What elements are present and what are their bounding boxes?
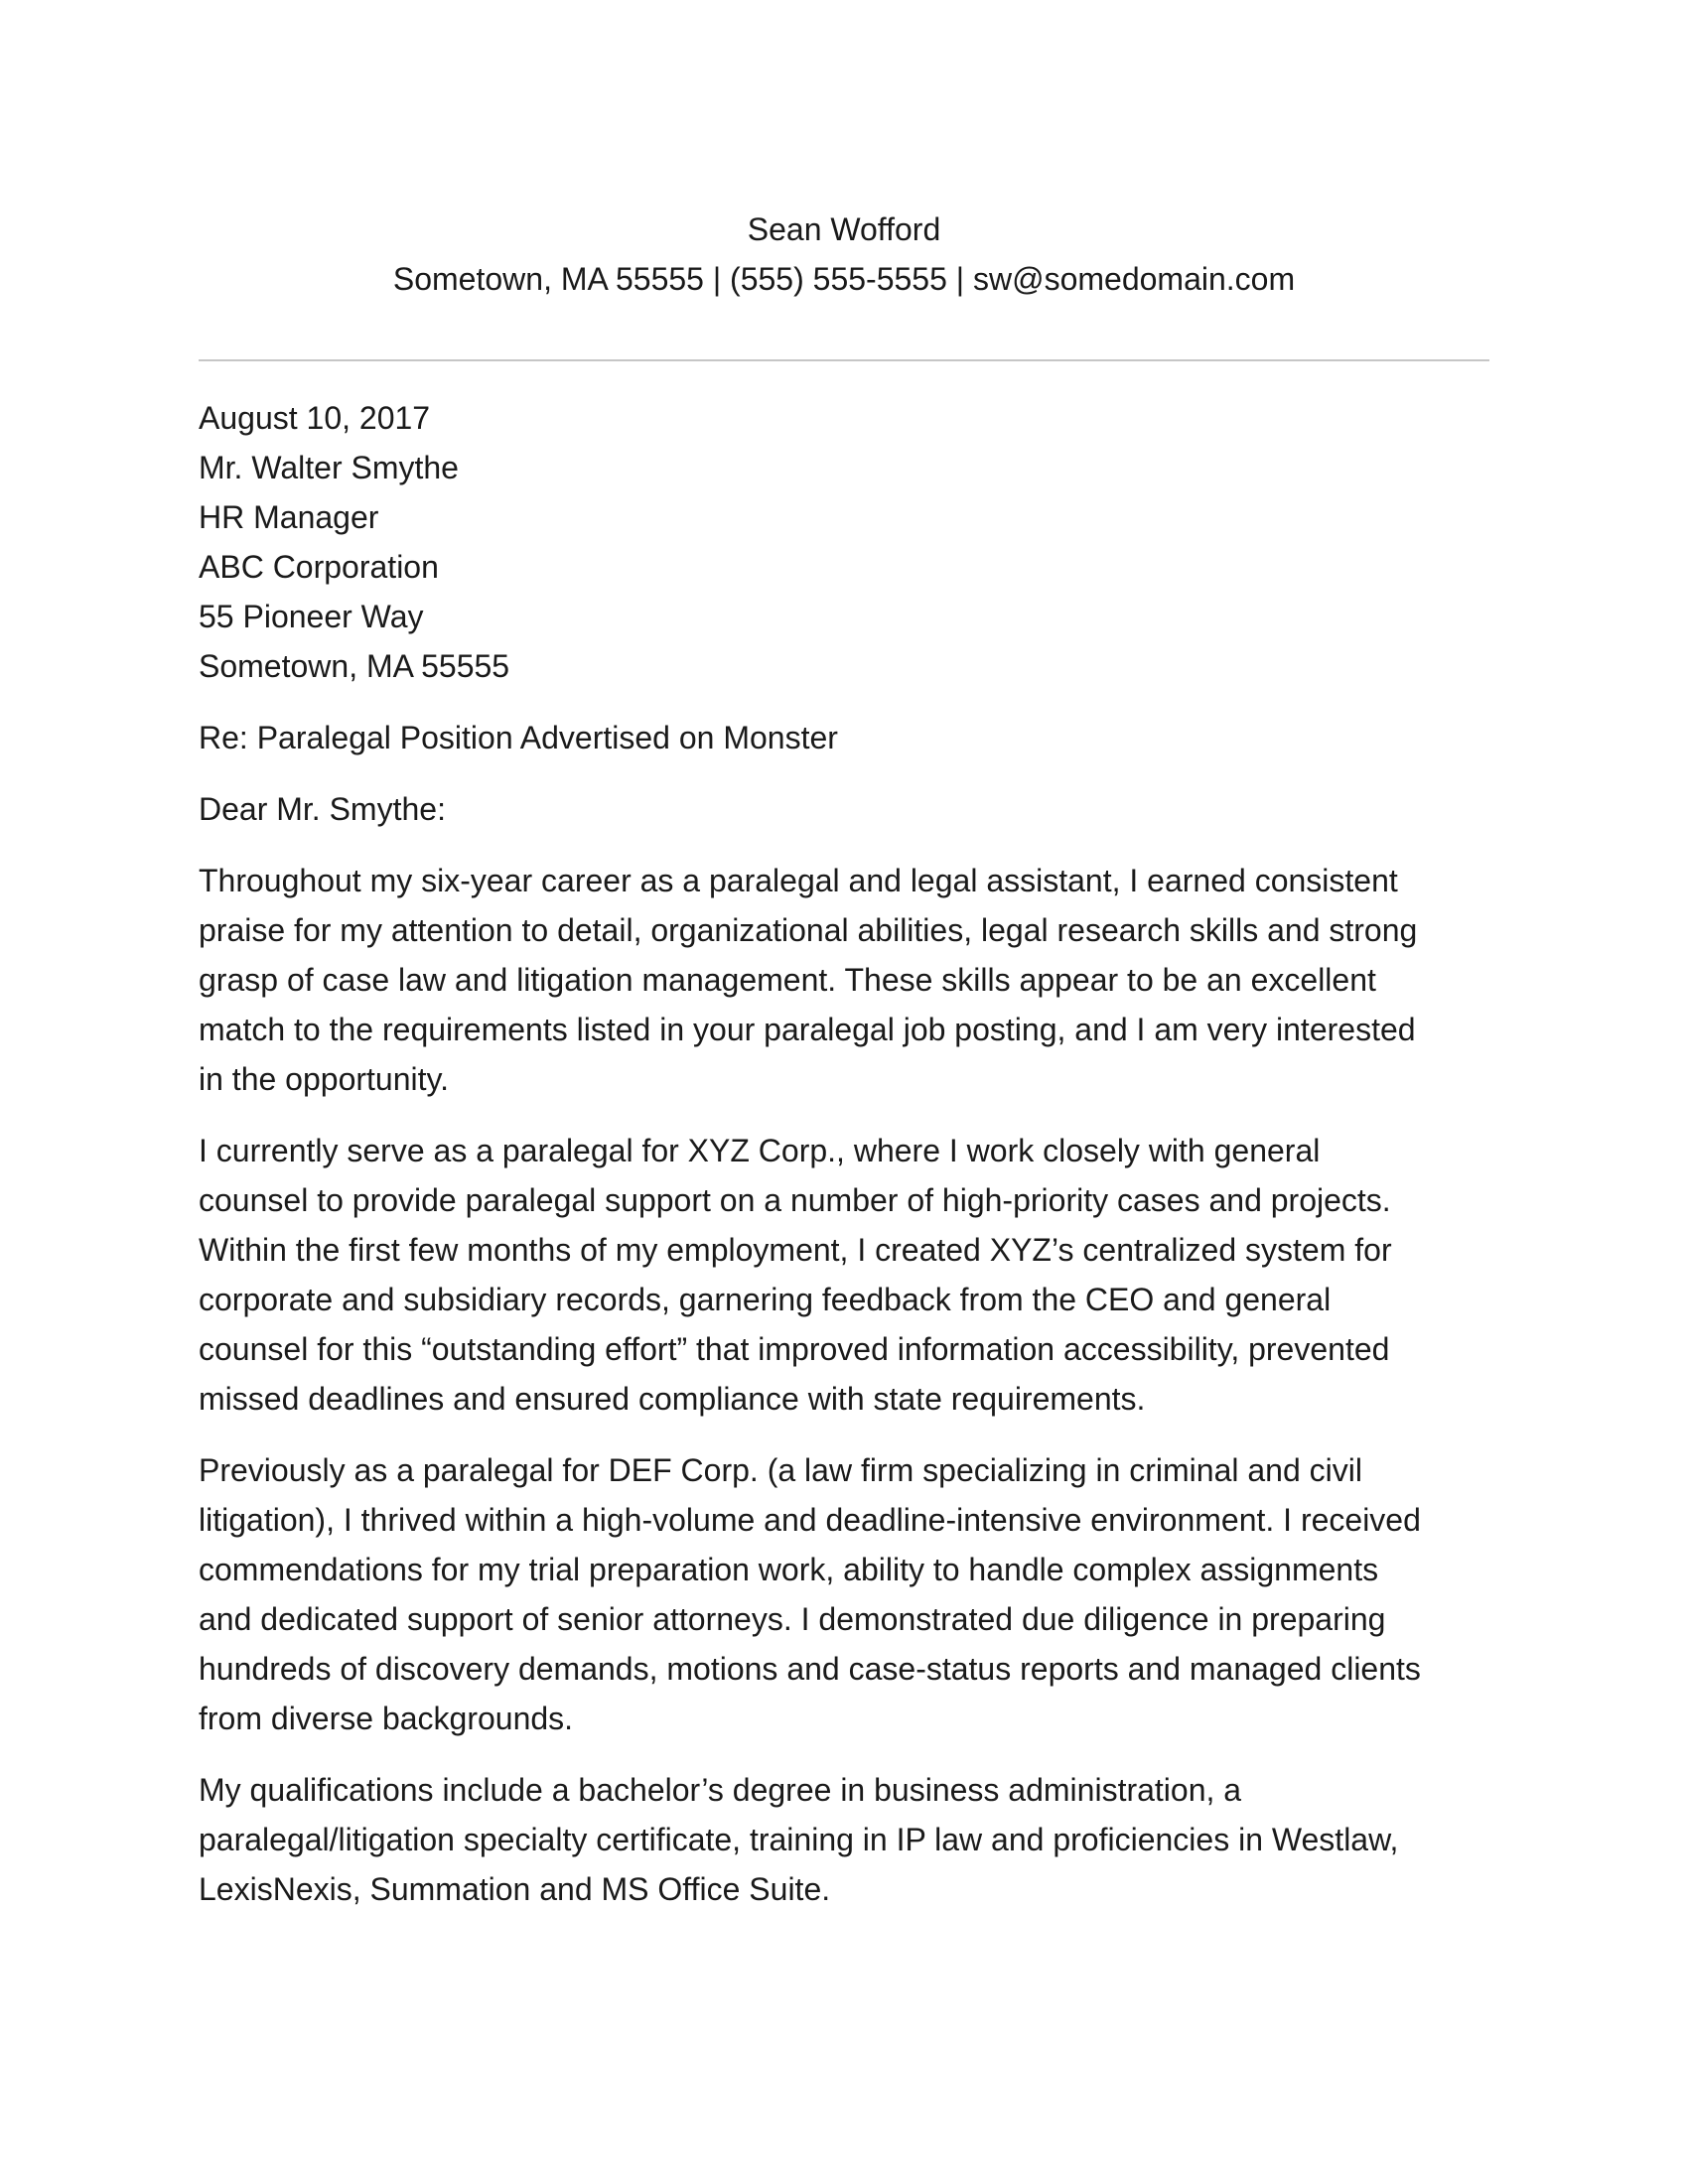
paragraph-line: match to the requirements listed in your paralegal job posting, and I am very interested bbox=[199, 1012, 1416, 1047]
paragraph-line: My qualifications include a bachelor’s degree in business administration, a bbox=[199, 1772, 1242, 1808]
paragraph-line: Previously as a paralegal for DEF Corp. (a law firm specializing in criminal and civil bbox=[199, 1452, 1362, 1488]
letterhead bbox=[199, 205, 1489, 304]
paragraph-2 bbox=[199, 1126, 1489, 1424]
recipient-city: Sometown, MA 55555 bbox=[199, 648, 510, 684]
paragraph-line: counsel to provide paralegal support on a number of high-priority cases and projects. bbox=[199, 1182, 1391, 1218]
recipient-block bbox=[199, 393, 1489, 691]
sender-name: Sean Wofford bbox=[747, 211, 941, 247]
paragraph-line: counsel for this “outstanding effort” that improved information accessibility, prevented bbox=[199, 1331, 1390, 1367]
paragraph-1 bbox=[199, 856, 1489, 1104]
recipient-title: HR Manager bbox=[199, 499, 379, 535]
letter-date: August 10, 2017 bbox=[199, 400, 431, 436]
paragraph-line: Within the first few months of my employment, I created XYZ’s centralized system for bbox=[199, 1232, 1392, 1268]
header-divider bbox=[199, 359, 1489, 361]
paragraph-line: hundreds of discovery demands, motions and case-status reports and managed clients bbox=[199, 1651, 1421, 1687]
paragraph-line: grasp of case law and litigation management. These skills appear to be an excellent bbox=[199, 962, 1376, 998]
salutation: Dear Mr. Smythe: bbox=[199, 791, 446, 827]
paragraph-line: I currently serve as a paralegal for XYZ Corp., where I work closely with general bbox=[199, 1133, 1321, 1168]
paragraph-line: paralegal/litigation specialty certificate, training in IP law and proficiencies in Westlaw, bbox=[199, 1822, 1399, 1857]
paragraph-line: Throughout my six-year career as a paralegal and legal assistant, I earned consistent bbox=[199, 863, 1398, 898]
paragraph-line: LexisNexis, Summation and MS Office Suite. bbox=[199, 1871, 831, 1907]
recipient-street: 55 Pioneer Way bbox=[199, 599, 424, 634]
sender-contact: Sometown, MA 55555 | (555) 555-5555 | sw@somedomain.com bbox=[392, 261, 1296, 297]
paragraph-line: litigation), I thrived within a high-volume and deadline-intensive environment. I received bbox=[199, 1502, 1421, 1538]
paragraph-line: corporate and subsidiary records, garnering feedback from the CEO and general bbox=[199, 1282, 1332, 1317]
paragraph-line: in the opportunity. bbox=[199, 1061, 450, 1097]
paragraph-line: and dedicated support of senior attorneys. I demonstrated due diligence in preparing bbox=[199, 1601, 1386, 1637]
paragraph-line: from diverse backgrounds. bbox=[199, 1701, 574, 1736]
recipient-name: Mr. Walter Smythe bbox=[199, 450, 459, 485]
paragraph-line: missed deadlines and ensured compliance with state requirements. bbox=[199, 1381, 1146, 1417]
paragraph-line: commendations for my trial preparation work, ability to handle complex assignments bbox=[199, 1552, 1379, 1587]
paragraph-4 bbox=[199, 1765, 1489, 1914]
paragraph-3 bbox=[199, 1445, 1489, 1743]
subject-line: Re: Paralegal Position Advertised on Monster bbox=[199, 720, 838, 755]
letter-body bbox=[199, 393, 1489, 1914]
paragraph-line: praise for my attention to detail, organizational abilities, legal research skills and strong bbox=[199, 912, 1418, 948]
recipient-company: ABC Corporation bbox=[199, 549, 439, 585]
